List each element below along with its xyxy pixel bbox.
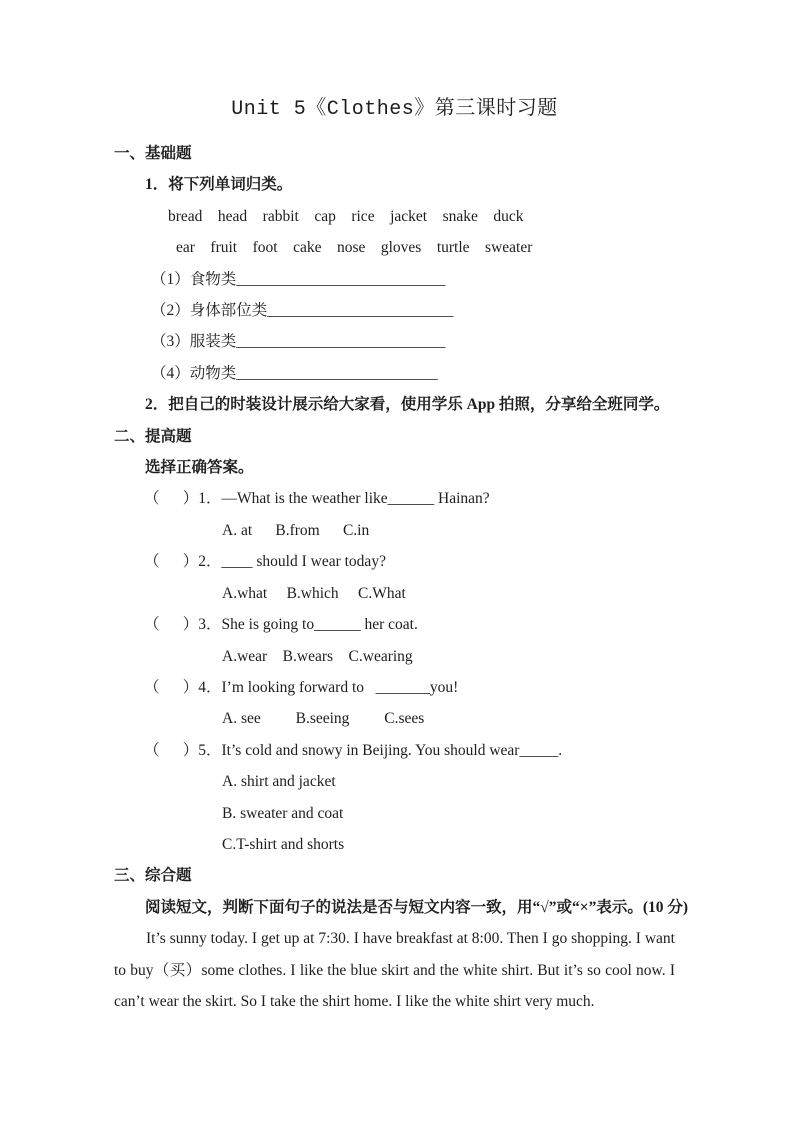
category-line-body [114, 295, 675, 326]
word-bank-row-2: ear fruit foot cake nose gloves turtle sweater [176, 239, 533, 257]
category-label-food: （1）食物类 [151, 270, 237, 288]
section3-heading: 三、综合题 [114, 867, 192, 885]
question-4-options: A. see B.seeing C.sees [222, 710, 425, 728]
question-1-options: A. at B.from C.in [222, 521, 370, 539]
blank-line-animals: __________________________ [236, 364, 438, 382]
question-1 [114, 483, 675, 514]
category-label-animals: （4）动物类 [151, 364, 237, 382]
category-label-body: （2）身体部位类 [151, 302, 268, 320]
category-label-clothes: （3）服装类 [151, 333, 237, 351]
question-3-text: She is going to______ her coat. [221, 616, 418, 634]
question-3 [114, 609, 675, 640]
question-4 [114, 672, 675, 703]
question-3-answer-brackets: （ ）3． [144, 616, 222, 634]
question-2-options: A.what B.which C.What [222, 584, 406, 602]
question-4-text: I’m looking forward to _______you! [221, 678, 459, 696]
question-5-text: It’s cold and snowy in Beijing. You should wear_____. [221, 741, 563, 759]
reading-passage: It’s sunny today. I get up at 7:30. I have breakfast at 8:00. Then I go shopping. I want to buy（买）some clothes. I like the blue skirt and the white shirt. But it’s so cool now. I can’t wear the skirt. So I take the shirt home. I like the white shirt very much. [114, 930, 675, 1010]
section3-instruction: 阅读短文，判断下面句子的说法是否与短文内容一致，用“√”或“×”表示。(10 分) [145, 898, 689, 916]
question-2-text: ____ should I wear today? [221, 553, 386, 571]
blank-line-food: ___________________________ [236, 270, 446, 288]
section2-heading: 二、提高题 [114, 427, 192, 445]
question-5-option-a: A. shirt and jacket [222, 773, 336, 791]
question-5-option-b: B. sweater and coat [222, 804, 344, 822]
category-line-food [114, 264, 675, 295]
page-title: Unit 5《Clothes》第三课时习题 [231, 98, 558, 121]
question-5-option-c: C.T-shirt and shorts [222, 835, 345, 853]
category-line-clothes [114, 326, 675, 357]
question-5 [114, 735, 675, 766]
blank-line-clothes: ___________________________ [236, 333, 446, 351]
blank-line-body: ________________________ [267, 302, 454, 320]
question-1-text: —What is the weather like______ Hainan? [221, 490, 490, 508]
category-line-animals [114, 358, 675, 389]
question-5-answer-brackets: （ ）5． [144, 741, 222, 759]
question-4-answer-brackets: （ ）4． [144, 678, 222, 696]
section1-heading: 一、基础题 [114, 145, 192, 162]
question-3-options: A.wear B.wears C.wearing [222, 647, 413, 665]
question-2 [114, 546, 675, 577]
section2-instruction: 选择正确答案。 [145, 459, 254, 477]
word-bank-row-1: bread head rabbit cap rice jacket snake duck [168, 207, 524, 225]
task2-text: 2．把自己的时装设计展示给大家看，使用学乐 App 拍照，分享给全班同学。 [145, 396, 670, 414]
question-2-answer-brackets: （ ）2． [144, 553, 222, 571]
question-1-answer-brackets: （ ）1． [144, 490, 222, 508]
task1-label: 1．将下列单词归类。 [145, 176, 293, 194]
